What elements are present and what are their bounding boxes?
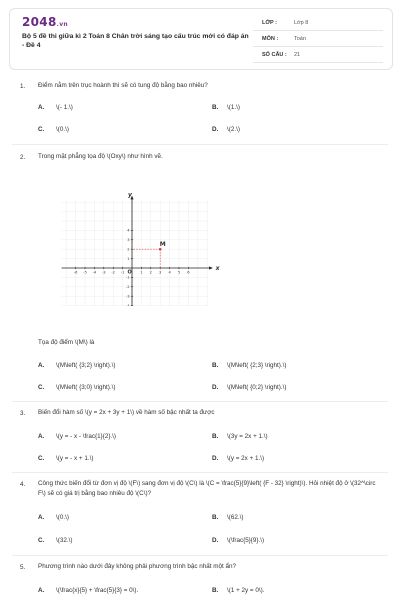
divider <box>12 555 388 556</box>
y-tick-label: -4 <box>125 303 130 306</box>
y-tick-label: -2 <box>125 285 130 290</box>
meta-key: LỚP : <box>262 20 277 26</box>
option-text[interactable]: \(1 + 2y = 0\). <box>227 587 265 594</box>
question-number: 3. <box>20 410 26 417</box>
y-axis-label: y <box>128 191 132 199</box>
meta-value: Toán <box>294 36 306 42</box>
x-tick-label: -2 <box>111 270 115 275</box>
option-text[interactable]: \(1.\) <box>227 104 240 111</box>
origin-label: O <box>127 269 132 276</box>
option-letter[interactable]: C. <box>38 126 45 133</box>
x-tick-label: -3 <box>102 270 106 275</box>
option-text[interactable]: \(y = - x - \frac{1}{2}.\) <box>56 433 117 440</box>
option-letter[interactable]: B. <box>212 514 219 521</box>
meta-row-subject <box>253 31 383 47</box>
option-letter[interactable]: B. <box>212 587 219 594</box>
option-letter[interactable]: A. <box>38 362 45 369</box>
logo-text: 2048 <box>22 15 57 29</box>
option-letter[interactable]: C. <box>38 384 45 391</box>
coordinate-graph <box>40 166 230 306</box>
y-tick-label: 4 <box>127 228 130 233</box>
y-tick-label: 2 <box>127 247 130 252</box>
divider <box>12 472 388 473</box>
meta-key: MÔN : <box>262 36 279 42</box>
option-letter[interactable]: D. <box>212 126 219 133</box>
option-text[interactable]: \(0.\) <box>56 126 69 133</box>
option-letter[interactable]: A. <box>38 587 45 594</box>
site-logo[interactable] <box>22 15 68 29</box>
meta-key: SỐ CÂU : <box>262 52 287 58</box>
option-letter[interactable]: B. <box>212 104 219 111</box>
option-letter[interactable]: C. <box>38 537 45 544</box>
axes <box>62 196 213 306</box>
question-text: Điểm nằm trên trục hoành thì sẽ có tung độ bằng bao nhiêu? <box>38 82 208 89</box>
x-tick-label: 2 <box>149 270 152 275</box>
question-number: 4. <box>20 481 26 488</box>
option-letter[interactable]: D. <box>212 537 219 544</box>
x-tick-label: -4 <box>92 270 97 275</box>
y-tick-label: 3 <box>127 238 130 243</box>
x-axis-label: x <box>215 265 220 272</box>
question-text: Công thức biến đổi từ đơn vị độ \(F\) sang đơn vị độ \(C\) là \(C = \frac{5}{9}\left( {F - 32} \right)\). Hỏi nhiệt độ ở \(32^\circ F\) sẽ có giá trị bằng bao nhiêu độ \(C\)? <box>38 480 376 497</box>
grid-lines <box>62 200 210 306</box>
y-tick-label: -1 <box>125 275 130 280</box>
option-text[interactable]: \(M\left( {0;2} \right).\) <box>227 384 287 391</box>
logo-suffix: .vn <box>56 21 68 28</box>
option-text[interactable]: \(62.\) <box>227 514 244 521</box>
question-followup-text: Tọa độ điểm \(M\) là <box>38 339 95 346</box>
x-tick-label: 6 <box>187 270 190 275</box>
option-text[interactable]: \(y = 2x + 1.\) <box>227 455 265 462</box>
option-text[interactable]: \(- 1.\) <box>56 104 73 111</box>
option-letter[interactable]: A. <box>38 433 45 440</box>
option-letter[interactable]: A. <box>38 514 45 521</box>
option-text[interactable]: \(0.\) <box>56 514 69 521</box>
option-letter[interactable]: B. <box>212 433 219 440</box>
y-tick-label: 1 <box>127 256 130 261</box>
x-tick-label: -1 <box>120 270 125 275</box>
question-number: 5. <box>20 564 26 571</box>
option-text[interactable]: \(\frac{5}{9}.\) <box>227 537 265 544</box>
question-text: Biến đổi hàm số \(y = 2x + 3y + 1\) về hàm số bậc nhất ta được <box>38 409 215 416</box>
option-text[interactable]: \(\frac{x}{5} + \frac{5}{3} = 0\). <box>56 587 139 594</box>
divider <box>12 144 388 145</box>
option-text[interactable]: \(3y = 2x + 1.\) <box>227 433 268 440</box>
option-letter[interactable]: D. <box>212 455 219 462</box>
question-number: 2. <box>20 154 26 161</box>
point-m-marker <box>159 248 162 251</box>
question-number: 1. <box>20 83 26 90</box>
meta-row-class <box>253 15 383 31</box>
option-letter[interactable]: C. <box>38 455 45 462</box>
point-m-label: M <box>159 241 166 249</box>
document-header <box>9 8 393 70</box>
option-text[interactable]: \(y = - x + 1.\) <box>56 455 94 462</box>
option-letter[interactable]: A. <box>38 104 45 111</box>
x-tick-label: -6 <box>73 270 78 275</box>
option-text[interactable]: \(32.\) <box>56 537 73 544</box>
x-tick-label: 4 <box>168 270 171 275</box>
option-letter[interactable]: B. <box>212 362 219 369</box>
x-axis-arrow-icon <box>209 266 213 269</box>
x-tick-label: 1 <box>140 270 143 275</box>
option-text[interactable]: \(M\left( {2;3} \right).\) <box>227 362 287 369</box>
meta-value: Lớp 8 <box>294 20 309 26</box>
document-title: Bộ 5 đề thi giữa kì 2 Toán 8 Chân trời sáng tạo cấu trúc mới có đáp án - Đề 4 <box>22 33 249 49</box>
divider <box>12 401 388 402</box>
x-tick-label: -5 <box>83 270 87 275</box>
x-tick-label: 5 <box>177 270 181 275</box>
option-text[interactable]: \(M\left( {3;0} \right).\) <box>56 384 116 391</box>
meta-row-count <box>253 47 383 63</box>
option-text[interactable]: \(M\left( {3;2} \right).\) <box>56 362 116 369</box>
question-text: Phương trình nào dưới đây không phải phương trình bậc nhất một ẩn? <box>38 563 236 570</box>
meta-value: 21 <box>294 52 301 58</box>
x-tick-label: 3 <box>159 270 162 275</box>
option-text[interactable]: \(2.\) <box>227 126 240 133</box>
question-text: Trong mặt phẳng tọa độ \(Oxy\) như hình vẽ. <box>38 153 163 160</box>
y-tick-label: -3 <box>125 294 130 299</box>
option-letter[interactable]: D. <box>212 384 219 391</box>
